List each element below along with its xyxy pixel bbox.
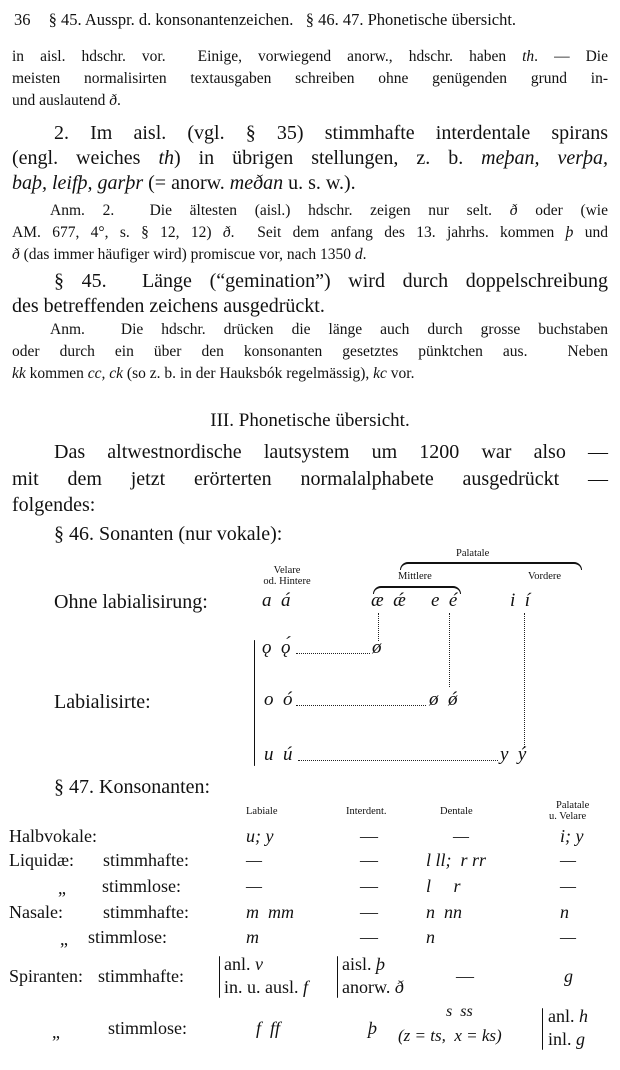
row-label: Halbvokale: [9, 826, 97, 846]
vowel-ae: æ ǽ [371, 590, 406, 611]
italic-text: cc, ck [87, 365, 124, 382]
text: oder (wie [517, 202, 608, 219]
text: (das immer häufiger wird) promiscue vor, nach 1350 [19, 246, 355, 263]
text: . Seit dem anfang des 13. jahrhs. kommen [230, 224, 566, 241]
vowel-i: i í [510, 590, 531, 611]
vowel-u: u ú [264, 744, 293, 765]
text: und [573, 224, 608, 241]
brace [337, 956, 338, 998]
text: . [117, 92, 121, 109]
row-label: „ [58, 878, 66, 898]
vowel-o-ogonek: ǫ ǫ́ [262, 637, 291, 658]
text-line [12, 466, 608, 493]
italic-text: ð [509, 202, 518, 219]
row-sublabel: stimmlose: [88, 927, 168, 947]
section-47-title: § 47. Konsonanten: [54, 776, 211, 798]
cell-labiale: m [246, 927, 259, 947]
cell-labiale: in. u. ausl. f [224, 977, 309, 997]
text-line [12, 294, 608, 319]
row-labialisirte: Labialisirte: [54, 691, 151, 713]
text-line [12, 46, 608, 68]
running-title: § 45. Ausspr. d. konsonantenzeichen. § 46. 47. Phonetische übersicht. [48, 10, 517, 29]
note-anm-2 [12, 200, 608, 266]
text-line [12, 146, 608, 171]
text: Anm. 2. Die ältesten (aisl.) hdschr. zeigen nur selt. [50, 202, 510, 219]
italic-text: meðan [229, 172, 284, 194]
column-header: Interdent. [346, 806, 387, 817]
paragraph-2 [12, 121, 608, 196]
cell-dentale: — [453, 826, 470, 846]
italic-text: baþ, leifþ, garþr [12, 172, 144, 194]
cell-labiale: — [246, 876, 263, 896]
row-sublabel: stimmhafte: [103, 850, 189, 870]
text: mit dem jetzt erörterten normalalphabete ausgedrückt — [12, 467, 608, 490]
cell-palatale: anl. h [548, 1006, 588, 1026]
cell-dentale: l r [426, 876, 461, 896]
column-header: Dentale [440, 806, 473, 817]
label-velare: Velare [273, 565, 301, 576]
text-line [12, 363, 608, 385]
text-line [12, 269, 608, 294]
dotted-line [524, 613, 525, 747]
text: oder durch ein über den konsonanten gesetztes pünktchen aus. Neben [12, 343, 608, 360]
italic-text: ð [222, 224, 231, 241]
cell-dentale: s ss [446, 1003, 473, 1020]
cell-palatale: — [560, 876, 577, 896]
text: (= anorw. [143, 172, 230, 194]
cell-palatale: — [560, 927, 577, 947]
label-vordere: Vordere [528, 571, 562, 582]
row-label: Spiranten: [9, 966, 83, 986]
text-line [12, 121, 608, 146]
text: (so z. b. in der Hauksbók regelmässig), [123, 365, 374, 382]
text-line [12, 319, 608, 341]
text: 2. Im aisl. (vgl. § 35) stimmhafte interdentale spirans [54, 122, 608, 144]
text-line [12, 90, 608, 112]
italic-text: meþan, verþa, [481, 147, 608, 169]
cell-interdent: aisl. þ [342, 954, 385, 974]
text-line [12, 341, 608, 363]
text: kommen [25, 365, 88, 382]
cell-dentale: — [456, 966, 474, 986]
row-label: „ [52, 1022, 60, 1042]
italic-text: kk [12, 365, 26, 382]
label-hintere: od. Hintere [263, 576, 311, 587]
row-label: Nasale: [9, 902, 63, 922]
dotted-line [298, 760, 498, 761]
cell-interdent: þ [368, 1018, 377, 1038]
brace-palatale [400, 562, 582, 570]
text: Das altwestnordische lautsystem um 1200 war also — [54, 441, 608, 463]
row-sublabel: stimmhafte: [103, 902, 189, 922]
section-45 [12, 269, 608, 319]
italic-text: kc [373, 365, 387, 382]
paragraph-continuation [12, 46, 608, 112]
cell-dentale: n [426, 927, 435, 947]
vowel-y: y ý [500, 744, 527, 765]
text-line [12, 244, 608, 266]
brace [542, 1008, 543, 1050]
cell-palatale: i; y [560, 826, 584, 846]
dotted-line [296, 705, 426, 706]
cell-palatale: — [560, 850, 577, 870]
row-ohne-labialisirung: Ohne labialisirung: [54, 591, 208, 613]
cell-labiale: — [246, 850, 263, 870]
text-line [12, 68, 608, 90]
italic-text: d [354, 246, 363, 263]
cell-dentale: l ll; r rr [426, 850, 487, 870]
section-46-title: § 46. Sonanten (nur vokale): [54, 523, 283, 545]
vowel-a: a á [262, 590, 291, 611]
text: und auslautend [12, 92, 110, 109]
cell-interdent: — [360, 876, 378, 896]
note-anm [12, 319, 608, 385]
italic-text: þ [565, 224, 574, 241]
vowel-oe: ø [372, 637, 382, 658]
text-line [12, 200, 608, 222]
cell-interdent: — [360, 826, 378, 846]
text: meisten normalisirten textausgaben schreiben ohne genügenden grund in- [12, 70, 608, 87]
left-brace [254, 640, 255, 766]
italic-text: ð [12, 246, 20, 263]
cell-interdent: — [360, 902, 378, 922]
column-header: Labiale [246, 806, 278, 817]
cell-dentale: n nn [426, 902, 462, 922]
italic-text: th [158, 147, 174, 169]
text-line [12, 171, 608, 196]
text: Anm. Die hdschr. drücken die länge auch durch grosse buchstaben [50, 321, 608, 338]
text: vor. [386, 365, 415, 382]
vowel-o: o ó [264, 689, 293, 710]
text: . — Die [534, 48, 608, 65]
cell-labiale: f ff [256, 1018, 281, 1038]
cell-labiale: anl. v [224, 954, 263, 974]
vowel-e: e é [431, 590, 458, 611]
row-label: Liquidæ: [9, 850, 75, 870]
text: AM. 677, 4°, s. § 12, 12) [12, 224, 223, 241]
text: . [362, 246, 367, 263]
cell-interdent: — [360, 927, 378, 947]
text: in aisl. hdschr. vor. Einige, vorwiegend anorw., hdschr. haben [12, 48, 523, 65]
text-line [12, 492, 608, 519]
italic-text: ð [109, 92, 118, 109]
row-sublabel: stimmhafte: [98, 966, 184, 986]
brace [219, 956, 220, 998]
text: des betreffenden zeichens ausgedrückt. [12, 295, 325, 317]
dotted-line [296, 653, 370, 654]
column-header: u. Velare [549, 811, 587, 822]
italic-text: th [522, 48, 535, 65]
cell-interdent: — [360, 850, 378, 870]
text: (engl. weiches [12, 147, 159, 169]
cell-labiale: m mm [246, 902, 294, 922]
page-number: 36 [14, 10, 31, 29]
text-line [12, 222, 608, 244]
row-sublabel: stimmlose: [102, 876, 182, 896]
cell-labiale: u; y [246, 826, 274, 846]
running-header [14, 10, 516, 30]
cell-dentale: (z = ts, x = ks) [398, 1026, 502, 1045]
intro-paragraph [12, 439, 608, 519]
cell-palatale: inl. g [548, 1029, 586, 1049]
dotted-line [449, 613, 450, 687]
section-heading: III. Phonetische übersicht. [210, 410, 410, 431]
vowel-oe-long: ø ǿ [429, 689, 458, 710]
cell-palatale: n [560, 902, 569, 922]
text: u. s. w.). [283, 172, 356, 194]
text: folgendes: [12, 494, 96, 516]
row-sublabel: stimmlose: [108, 1018, 188, 1038]
column-header: Palatale [556, 800, 590, 811]
text: § 45. Länge (“gemination”) wird durch doppelschreibung [54, 270, 608, 292]
text-line [12, 439, 608, 466]
text: ) in übrigen stellungen, z. b. [174, 147, 482, 169]
row-label: „ [60, 929, 68, 949]
cell-interdent: anorw. ð [342, 977, 404, 997]
cell-palatale: g [564, 966, 573, 986]
label-palatale: Palatale [456, 548, 490, 559]
label-mittlere: Mittlere [398, 571, 432, 582]
